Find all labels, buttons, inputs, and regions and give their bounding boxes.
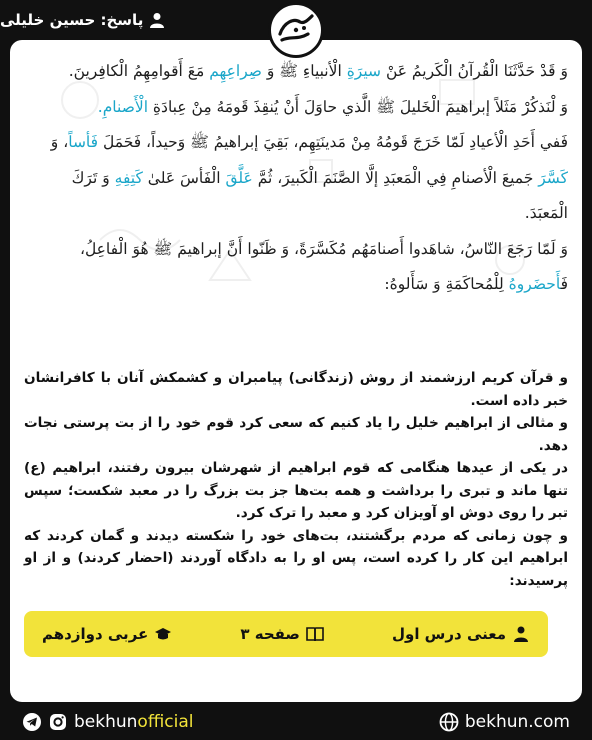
lesson-info — [392, 625, 530, 643]
website-text: bekhun.com — [464, 712, 570, 732]
graduation-cap-icon — [154, 625, 172, 643]
website-link[interactable] — [439, 712, 570, 732]
arabic-paragraph-3: فَفي أَحَدِ الْأعيادِ لَمّا خَرَجَ قَومُهُ مِنْ مَدينَتِهِم، بَقِيَ إبراهيمُ ﷺ وَحيداً، فَحَمَلَ فَأساً، وَ كَسَّرَ جَميعَ الْأصنامِ فِي الْمَعبَدِ إلَّا الصَّنَمَ الْكَبيرَ، ثُمَّ عَلَّقَ الْفَأسَ عَلىٰ كَتِفِهِ وَ تَرَكَ الْمَعبَدَ. — [50, 133, 568, 222]
author-credit — [0, 11, 165, 29]
instagram-icon[interactable] — [48, 712, 68, 732]
content-card — [10, 40, 582, 702]
persian-translation — [24, 367, 568, 592]
arabic-passage — [24, 54, 568, 303]
translation-paragraph-1: و قرآن کریم ارزشمند از روش (زندگانی) پیامبران و کشمکش آنان با کافرانشان خبر داده است. — [24, 370, 568, 409]
translation-paragraph-4: و چون زمانی که مردم برگشتند، بت‌های خود را شکسته دیدند و گمان کردند که ابراهیم این کار را کرده است، پس او را به دادگاه آوردند (احضار کردند) و از او پرسیدند: — [24, 527, 568, 589]
arabic-paragraph-4: وَ لَمّا رَجَعَ النّاسُ، شاهَدوا أَصنامَهُم مُكَسَّرَةً، وَ ظَنّوا أَنَّ إبراهيمَ ﷺ هُوَ الْفاعِلُ، — [79, 239, 568, 258]
arabic-paragraph-5: فَأَحضَروهُ لِلْمُحاكَمَةِ وَ سَأَلوهُ: — [384, 275, 568, 293]
user-icon — [149, 12, 165, 28]
telegram-icon[interactable] — [22, 712, 42, 732]
logo-mark — [274, 8, 318, 52]
lesson-label: معنی درس اول — [391, 625, 506, 643]
page-info — [240, 625, 324, 643]
social-handle[interactable] — [22, 712, 193, 732]
translation-paragraph-2: و مثالی از ابراهیم خلیل را یاد کنیم که سعی کرد قوم خود را از بت پرستی نجات دهد. — [24, 415, 568, 454]
lesson-info-band — [24, 611, 548, 657]
bottom-bar — [0, 704, 592, 740]
students-icon — [512, 625, 530, 643]
arabic-paragraph-1: وَ قَدْ حَدَّثَنَا الْقُرآنُ الْكَريمُ عَنْ سيرَةِ الْأنبياءِ ﷺ وَ صِراعِهِم مَعَ أَقوامِهِمُ الْكافِرينَ. — [68, 62, 568, 80]
handle-accent: official — [137, 712, 194, 732]
arabic-paragraph-2: وَ لْنَذكُرْ مَثَلاً إبراهيمَ الْخَليلَ ﷺ الَّذي حاوَلَ أَنْ يُنقِذَ قَومَهُ مِنْ عِبادَةِ الْأَصنامِ. — [97, 97, 568, 116]
globe-icon — [439, 712, 459, 732]
book-icon — [306, 625, 324, 643]
page-label: صفحه ۳ — [240, 625, 300, 643]
handle-text: bekhun — [74, 712, 138, 732]
author-label: پاسخ: حسین خلیلی — [0, 11, 144, 29]
grade-label: عربی دوازدهم — [42, 625, 149, 643]
grade-info — [42, 625, 172, 643]
brand-logo — [268, 2, 324, 58]
translation-paragraph-3: در یکی از عیدها هنگامی که قوم ابراهیم از شهرشان بیرون رفتند، ابراهیم (ع) تنها ماند و تبری را برداشت و همه بت‌ها جز بت بزرگ را در معبد شکست؛ سپس تبر را روی دوش او آویزان کرد و معبد را ترک کرد. — [24, 460, 568, 521]
